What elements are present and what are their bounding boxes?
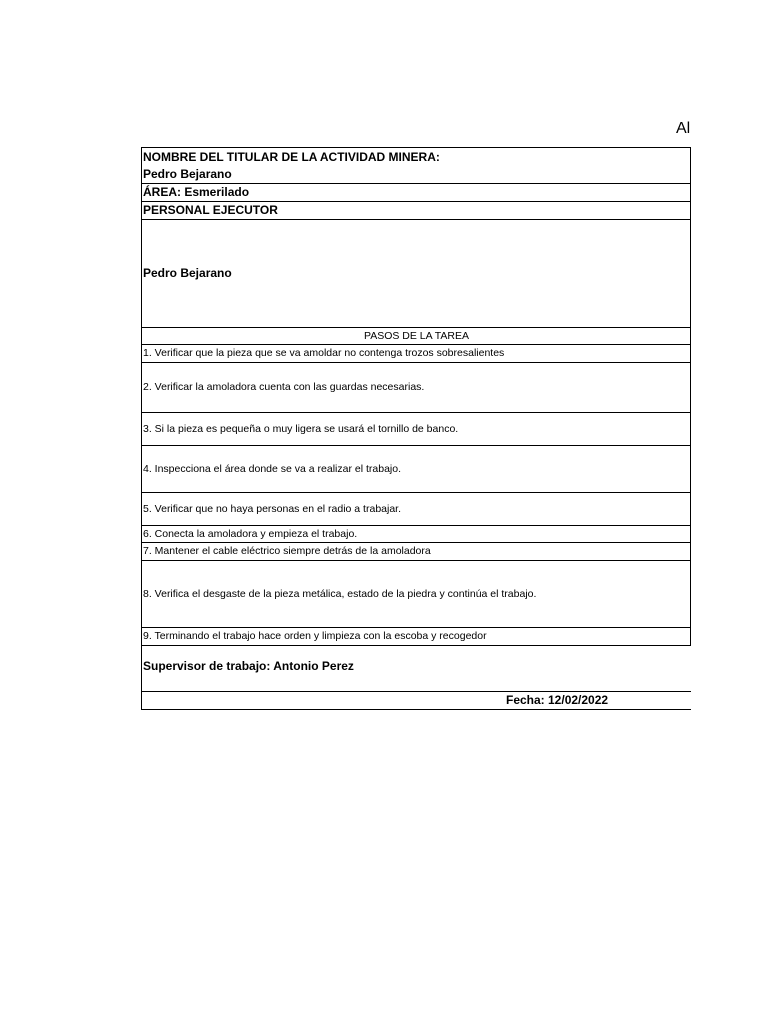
step-text: 5. Verificar que no haya personas en el radio a trabajar.	[143, 502, 401, 515]
step-text: 8. Verifica el desgaste de la pieza metálica, estado de la piedra y continúa el trabajo.	[143, 587, 537, 600]
step-text: 1. Verificar que la pieza que se va amoldar no contenga trozos sobresalientes	[143, 347, 505, 359]
titular-name: Pedro Bejarano	[143, 166, 232, 181]
personal-header-cell	[142, 202, 690, 220]
step-row	[142, 628, 690, 646]
step-row	[142, 543, 690, 561]
step-row	[142, 446, 690, 493]
fecha-label: Fecha: 12/02/2022	[506, 693, 609, 707]
step-row	[142, 561, 690, 628]
step-text: 7. Mantener el cable eléctrico siempre detrás de la amoladora	[143, 545, 431, 557]
steps-header: PASOS DE LA TAREA	[363, 329, 470, 342]
fecha-cell	[142, 692, 691, 710]
step-text: 4. Inspecciona el área donde se va a realizar el trabajo.	[143, 462, 401, 475]
steps-header-cell	[142, 328, 690, 345]
supervisor-cell	[142, 646, 691, 692]
area-cell	[142, 184, 690, 202]
personal-name-cell	[142, 220, 690, 328]
titular-label: NOMBRE DEL TITULAR DE LA ACTIVIDAD MINERA:	[143, 149, 440, 164]
step-row	[142, 345, 690, 363]
step-row	[142, 363, 690, 413]
supervisor-label: Supervisor de trabajo: Antonio Perez	[143, 659, 354, 673]
titular-cell	[142, 148, 690, 184]
signature-section	[141, 646, 691, 710]
step-text: 3. Si la pieza es pequeña o muy ligera se usará el tornillo de banco.	[143, 422, 459, 435]
step-row	[142, 526, 690, 543]
step-text: 9. Terminando el trabajo hace orden y limpieza con la escoba y recogedor	[143, 630, 487, 642]
step-text: 2. Verificar la amoladora cuenta con las guardas necesarias.	[143, 381, 425, 393]
step-text: 6. Conecta la amoladora y empieza el trabajo.	[143, 527, 358, 540]
step-row	[142, 413, 690, 446]
step-row	[142, 493, 690, 526]
page-title: Al	[676, 120, 691, 137]
task-form-table	[141, 147, 691, 646]
personal-name: Pedro Bejarano	[143, 266, 232, 280]
personal-label: PERSONAL EJECUTOR	[143, 203, 278, 217]
area-label: ÁREA: Esmerilado	[143, 185, 250, 199]
